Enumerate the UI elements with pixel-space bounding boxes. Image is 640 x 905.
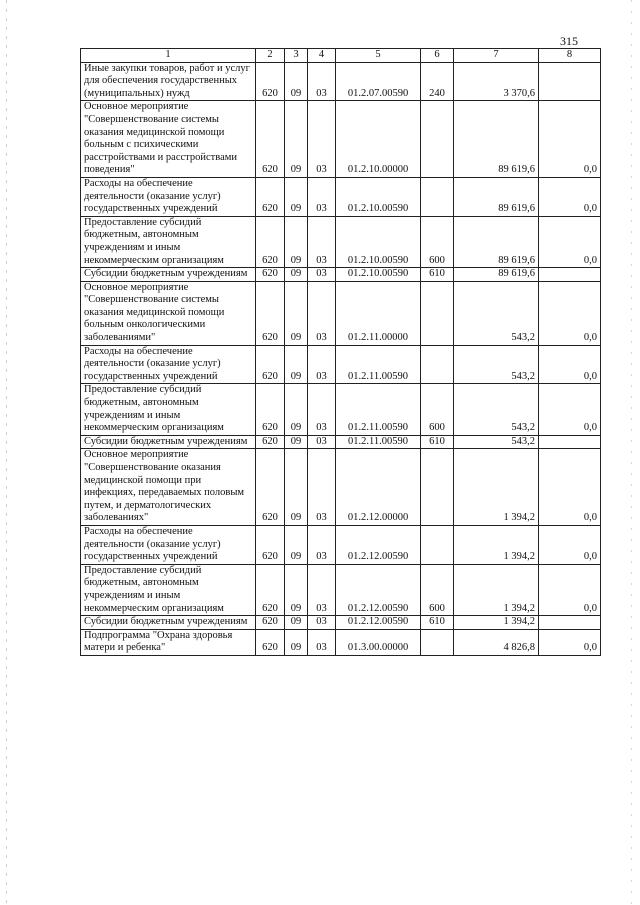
target-article-cell: 01.2.12.00590 xyxy=(336,525,421,564)
scan-edge-left xyxy=(6,0,7,905)
amount-cell: 543,2 xyxy=(454,281,539,345)
row-name-cell: Иные закупки товаров, работ и услуг для обеспечения государственных (муниципальных) нужд xyxy=(81,62,256,101)
expense-type-cell: 610 xyxy=(421,435,454,449)
ministry-code-cell: 620 xyxy=(256,384,285,435)
row-name-cell: Расходы на обеспечение деятельности (оказание услуг) государственных учреждений xyxy=(81,525,256,564)
scan-edge-right xyxy=(631,0,632,905)
expense-type-cell: 610 xyxy=(421,616,454,630)
second-amount-cell xyxy=(539,435,601,449)
table-row xyxy=(81,216,601,267)
ministry-code-cell: 620 xyxy=(256,101,285,178)
second-amount-cell: 0,0 xyxy=(539,384,601,435)
target-article-cell: 01.2.10.00590 xyxy=(336,177,421,216)
amount-cell: 1 394,2 xyxy=(454,449,539,526)
second-amount-cell: 0,0 xyxy=(539,525,601,564)
section-code-cell: 09 xyxy=(285,616,308,630)
ministry-code-cell: 620 xyxy=(256,435,285,449)
row-name-cell: Расходы на обеспечение деятельности (оказание услуг) государственных учреждений xyxy=(81,177,256,216)
row-name-cell: Расходы на обеспечение деятельности (оказание услуг) государственных учреждений xyxy=(81,345,256,384)
amount-cell: 89 619,6 xyxy=(454,268,539,282)
target-article-cell: 01.2.12.00590 xyxy=(336,616,421,630)
ministry-code-cell: 620 xyxy=(256,629,285,655)
subsection-code-cell: 03 xyxy=(308,216,336,267)
amount-cell: 3 370,6 xyxy=(454,62,539,101)
subsection-code-cell: 03 xyxy=(308,281,336,345)
amount-cell: 543,2 xyxy=(454,345,539,384)
second-amount-cell xyxy=(539,616,601,630)
row-name-cell: Предоставление субсидий бюджетным, автономным учреждениям и иным некоммерческим организациям xyxy=(81,384,256,435)
expense-type-cell: 240 xyxy=(421,62,454,101)
section-code-cell: 09 xyxy=(285,216,308,267)
section-code-cell: 09 xyxy=(285,435,308,449)
subsection-code-cell: 03 xyxy=(308,345,336,384)
column-header: 2 xyxy=(256,49,285,63)
amount-cell: 1 394,2 xyxy=(454,616,539,630)
column-header: 3 xyxy=(285,49,308,63)
table-row xyxy=(81,345,601,384)
ministry-code-cell: 620 xyxy=(256,345,285,384)
row-name-cell: Предоставление субсидий бюджетным, автономным учреждениям и иным некоммерческим организациям xyxy=(81,564,256,615)
table-row xyxy=(81,525,601,564)
subsection-code-cell: 03 xyxy=(308,525,336,564)
table-row xyxy=(81,616,601,630)
ministry-code-cell: 620 xyxy=(256,62,285,101)
row-name-cell: Субсидии бюджетным учреждениям xyxy=(81,616,256,630)
second-amount-cell xyxy=(539,268,601,282)
subsection-code-cell: 03 xyxy=(308,616,336,630)
subsection-code-cell: 03 xyxy=(308,435,336,449)
section-code-cell: 09 xyxy=(285,449,308,526)
subsection-code-cell: 03 xyxy=(308,177,336,216)
subsection-code-cell: 03 xyxy=(308,268,336,282)
expense-type-cell xyxy=(421,345,454,384)
column-header: 5 xyxy=(336,49,421,63)
section-code-cell: 09 xyxy=(285,629,308,655)
section-code-cell: 09 xyxy=(285,384,308,435)
second-amount-cell xyxy=(539,62,601,101)
ministry-code-cell: 620 xyxy=(256,177,285,216)
section-code-cell: 09 xyxy=(285,268,308,282)
table-row xyxy=(81,177,601,216)
column-header: 6 xyxy=(421,49,454,63)
second-amount-cell: 0,0 xyxy=(539,101,601,178)
row-name-cell: Основное мероприятие "Совершенствование системы оказания медицинской помощи больным онкологическими заболеваниями" xyxy=(81,281,256,345)
column-header: 7 xyxy=(454,49,539,63)
ministry-code-cell: 620 xyxy=(256,281,285,345)
budget-table xyxy=(80,48,601,656)
table-row xyxy=(81,268,601,282)
table-row xyxy=(81,629,601,655)
target-article-cell: 01.2.10.00000 xyxy=(336,101,421,178)
ministry-code-cell: 620 xyxy=(256,564,285,615)
target-article-cell: 01.2.12.00590 xyxy=(336,564,421,615)
section-code-cell: 09 xyxy=(285,345,308,384)
section-code-cell: 09 xyxy=(285,564,308,615)
expense-type-cell xyxy=(421,525,454,564)
amount-cell: 543,2 xyxy=(454,435,539,449)
expense-type-cell xyxy=(421,101,454,178)
ministry-code-cell: 620 xyxy=(256,616,285,630)
expense-type-cell: 600 xyxy=(421,564,454,615)
expense-type-cell: 610 xyxy=(421,268,454,282)
section-code-cell: 09 xyxy=(285,62,308,101)
amount-cell: 4 826,8 xyxy=(454,629,539,655)
row-name-cell: Основное мероприятие "Совершенствование системы оказания медицинской помощи больным с психическими расстройствами и расстройствами поведения" xyxy=(81,101,256,178)
subsection-code-cell: 03 xyxy=(308,449,336,526)
table-row xyxy=(81,101,601,178)
expense-type-cell: 600 xyxy=(421,216,454,267)
subsection-code-cell: 03 xyxy=(308,564,336,615)
ministry-code-cell: 620 xyxy=(256,216,285,267)
row-name-cell: Субсидии бюджетным учреждениям xyxy=(81,435,256,449)
amount-cell: 1 394,2 xyxy=(454,564,539,615)
column-header: 1 xyxy=(81,49,256,63)
column-header: 8 xyxy=(539,49,601,63)
table-row xyxy=(81,564,601,615)
target-article-cell: 01.2.11.00590 xyxy=(336,345,421,384)
subsection-code-cell: 03 xyxy=(308,629,336,655)
target-article-cell: 01.2.12.00000 xyxy=(336,449,421,526)
table-row xyxy=(81,384,601,435)
subsection-code-cell: 03 xyxy=(308,384,336,435)
page-number: 315 xyxy=(560,34,578,48)
amount-cell: 89 619,6 xyxy=(454,177,539,216)
second-amount-cell: 0,0 xyxy=(539,177,601,216)
second-amount-cell: 0,0 xyxy=(539,629,601,655)
section-code-cell: 09 xyxy=(285,281,308,345)
section-code-cell: 09 xyxy=(285,177,308,216)
row-name-cell: Основное мероприятие "Совершенствование оказания медицинской помощи при инфекциях, передаваемых половым путем, и дерматологических заболеваниях" xyxy=(81,449,256,526)
subsection-code-cell: 03 xyxy=(308,101,336,178)
row-name-cell: Субсидии бюджетным учреждениям xyxy=(81,268,256,282)
amount-cell: 89 619,6 xyxy=(454,216,539,267)
section-code-cell: 09 xyxy=(285,101,308,178)
row-name-cell: Подпрограмма "Охрана здоровья матери и ребенка" xyxy=(81,629,256,655)
ministry-code-cell: 620 xyxy=(256,268,285,282)
row-name-cell: Предоставление субсидий бюджетным, автономным учреждениям и иным некоммерческим организациям xyxy=(81,216,256,267)
expense-type-cell xyxy=(421,281,454,345)
second-amount-cell: 0,0 xyxy=(539,281,601,345)
expense-type-cell xyxy=(421,449,454,526)
target-article-cell: 01.2.10.00590 xyxy=(336,268,421,282)
expense-type-cell xyxy=(421,629,454,655)
table-row xyxy=(81,435,601,449)
second-amount-cell: 0,0 xyxy=(539,345,601,384)
column-header: 4 xyxy=(308,49,336,63)
ministry-code-cell: 620 xyxy=(256,449,285,526)
table-row xyxy=(81,449,601,526)
second-amount-cell: 0,0 xyxy=(539,449,601,526)
target-article-cell: 01.2.11.00590 xyxy=(336,384,421,435)
second-amount-cell: 0,0 xyxy=(539,216,601,267)
target-article-cell: 01.2.11.00000 xyxy=(336,281,421,345)
table-row xyxy=(81,62,601,101)
amount-cell: 1 394,2 xyxy=(454,525,539,564)
expense-type-cell xyxy=(421,177,454,216)
ministry-code-cell: 620 xyxy=(256,525,285,564)
amount-cell: 89 619,6 xyxy=(454,101,539,178)
target-article-cell: 01.2.07.00590 xyxy=(336,62,421,101)
target-article-cell: 01.2.10.00590 xyxy=(336,216,421,267)
target-article-cell: 01.3.00.00000 xyxy=(336,629,421,655)
section-code-cell: 09 xyxy=(285,525,308,564)
expense-type-cell: 600 xyxy=(421,384,454,435)
second-amount-cell: 0,0 xyxy=(539,564,601,615)
target-article-cell: 01.2.11.00590 xyxy=(336,435,421,449)
header-row xyxy=(81,49,601,63)
table-row xyxy=(81,281,601,345)
amount-cell: 543,2 xyxy=(454,384,539,435)
subsection-code-cell: 03 xyxy=(308,62,336,101)
